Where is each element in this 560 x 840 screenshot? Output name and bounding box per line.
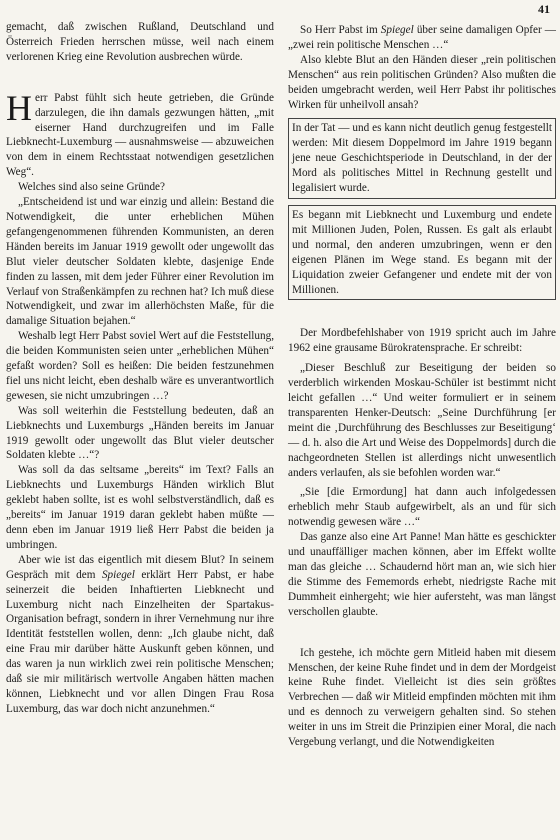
paragraph: Also klebte Blut an den Händen dieser „rein politischen Menschen“ aus rein politischen Gründen? Also mußten die beiden umgebracht werden, weil Herr Pabst ihr politisches Wirken für unheilvoll ansah?: [288, 53, 556, 111]
paragraph: [288, 23, 556, 53]
magazine-title: Spiegel: [380, 24, 414, 36]
paragraph: Der Mordbefehlshaber von 1919 spricht auch im Jahre 1962 eine grausame Bürokratensprache. Er schreibt:: [288, 327, 556, 355]
paragraph: Weshalb legt Herr Pabst soviel Wert auf die Feststellung, die beiden Kommunisten seien unter „erheblichen Mühen“ gefaßt worden? Soll es heißen: Die beiden festzunehmen fiel uns nicht leicht, eben deshalb wäre es unverantwortlich gewesen, sie nicht umzubringen …?: [6, 330, 274, 402]
text-run: So Herr Pabst im: [300, 24, 381, 36]
left-column: [6, 20, 274, 717]
text-run: Aber wie ist das eigentlich mit diesem Blut? In seinem Gespräch mit dem: [6, 553, 274, 581]
paragraph-dropcap: [6, 87, 274, 180]
text-run: erklärt Herr Pabst, er habe seinerzeit die beiden Inhaftierten Liebknecht und Luxemburg nicht nach Einzelheiten der Spartakus-Organisation befragt, sondern in ihrer Vernehmung nur ihre Identität feststellen wollen, denn: „Ich glaube nicht, daß eine Frau mir darüber hätte Auskunft geben können, und das waren ja nun wirklich zwei rein politische Menschen; daß sie mir militärisch wertvolle Angaben hätten machen können, Liebknecht und vor allen Dingen Frau Rosa Luxemburg, das war doch nicht anzunehmen.“: [6, 568, 274, 715]
magazine-title: Spiegel: [101, 568, 135, 581]
text-run: über seine damaligen Opfer — „zwei rein politische Menschen …“: [288, 24, 556, 51]
page-number: 41: [538, 2, 550, 16]
paragraph: Ich gestehe, ich möchte gern Mitleid haben mit diesem Menschen, der keine Ruhe findet und in dem der Mordgeist keine Ruhe findet. Vielleicht ist dies sein größtes Verbrechen — daß wir Mitleid empfinden möchten mit ihm und es dennoch zu verweigern gehalten sind. So stehen weiter in uns im Streit die Prinzipien einer Moral, die nach Vergebung verlangt, und die Notwendigkeiten: [288, 646, 556, 749]
boxed-paragraph: In der Tat — und es kann nicht deutlich genug festgestellt werden: Mit diesem Doppelmord im Jahre 1919 begann jene neue Geschichtsperiode in Deutschland, in der der Mord als politisches Mittel in Rechnung gestellt und legalisiert wurde.: [288, 118, 556, 199]
paragraph: Was soll weiterhin die Feststellung bedeuten, daß an Liebknechts und Luxemburgs „Händen bereits im Januar 1919 gewollt oder ungewollt das Blut vieler deutscher Soldaten klebte …“?: [6, 404, 274, 462]
paragraph: [6, 553, 274, 717]
right-column: [288, 23, 556, 750]
paragraph: Was soll da das seltsame „bereits“ im Text? Falls an Liebknechts und Luxemburgs Händen wirklich Blut geklebt haben sollte, ist es wohl selbstverständlich, daß es „bereits“ im Januar 1919 daran geklebt haben müßte — denn eben im Januar 1919 ließ Herr Pabst die beiden ja umbringen.: [6, 464, 274, 551]
quote-paragraph: „Sie [die Ermordung] hat dann auch infolgedessen erheblich mehr Staub aufgewirbelt, als an und für sich notwendig gewesen wäre …“: [288, 486, 556, 529]
paragraph: Welches sind also seine Gründe?: [18, 181, 165, 194]
paragraph: Das ganze also eine Art Panne! Man hätte es geschickter und unauffälliger machen können, aber im Effekt wollte man das gleiche … Schaudernd hört man an, wie sich hier die Stimme des Fememords erhebt, niedrigste Rache mit Dummheit einhergeht; wie hier aufersteht, was man längst verschollen glaubte.: [288, 531, 556, 618]
drop-cap: H: [6, 87, 32, 128]
quote-paragraph: „Dieser Beschluß zur Beseitigung der beiden so verderblich wirkenden Moskau-Schüler ist bestimmt nicht leicht gefallen …“ Und weiter formuliert er in seinem transparenten Henker-Deutsch: „Seine Durchführung [er meint die ‚Durchführung des Beschlusses zur Beseitigung‘ — d. h. also die Art und Weise des Doppelmords] durch die nachgeordneten Stellen ist allerdings nicht unwesentlich anders verlaufen, als sie befohlen worden war.“: [288, 362, 556, 479]
boxed-paragraph: Es begann mit Liebknecht und Luxemburg und endete mit Millionen Juden, Polen, Russen. Es galt als erlaubt und normal, den anderen umzubringen, wenn er den eigenen Plänen im Wege stand. Es begann mit der Liquidation zweier Gefangener und endete mit der von Millionen.: [288, 205, 556, 300]
paragraph-text: err Pabst fühlt sich heute getrieben, die Gründe darzulegen, die ihn damals gezwungen hätten, „mit eiserner Hand durchzugreifen und im Falle Liebknecht-Luxemburg — ausnahmsweise — abzuweichen von dem in einem Rechtsstaat notwendigen gesetzlichen Weg“.: [6, 91, 274, 179]
quote-paragraph: „Entscheidend ist und war einzig und allein: Bestand die Notwendigkeit, die unter erheblichen Mühen gefangengenommenen führenden Kommunisten, an deren Händen bereits im Januar 1919 gewollt oder ungewollt das Blut vieler deutscher Soldaten klebte, dasjenige Ende finden zu lassen, mit dem jeder Führer einer Revolution im Verlauf von Straßenkämpfen zu rechnen hat? Ich muß diese Notwendigkeit, und zwar im allerhöchsten Maße, für die damalige Situation bejahen.“: [6, 196, 274, 328]
paragraph: gemacht, daß zwischen Rußland, Deutschland und Österreich Frieden herrschen müsse, weil nach einem verlorenen Krieg eine Revolution ausbrechen würde.: [6, 21, 274, 63]
